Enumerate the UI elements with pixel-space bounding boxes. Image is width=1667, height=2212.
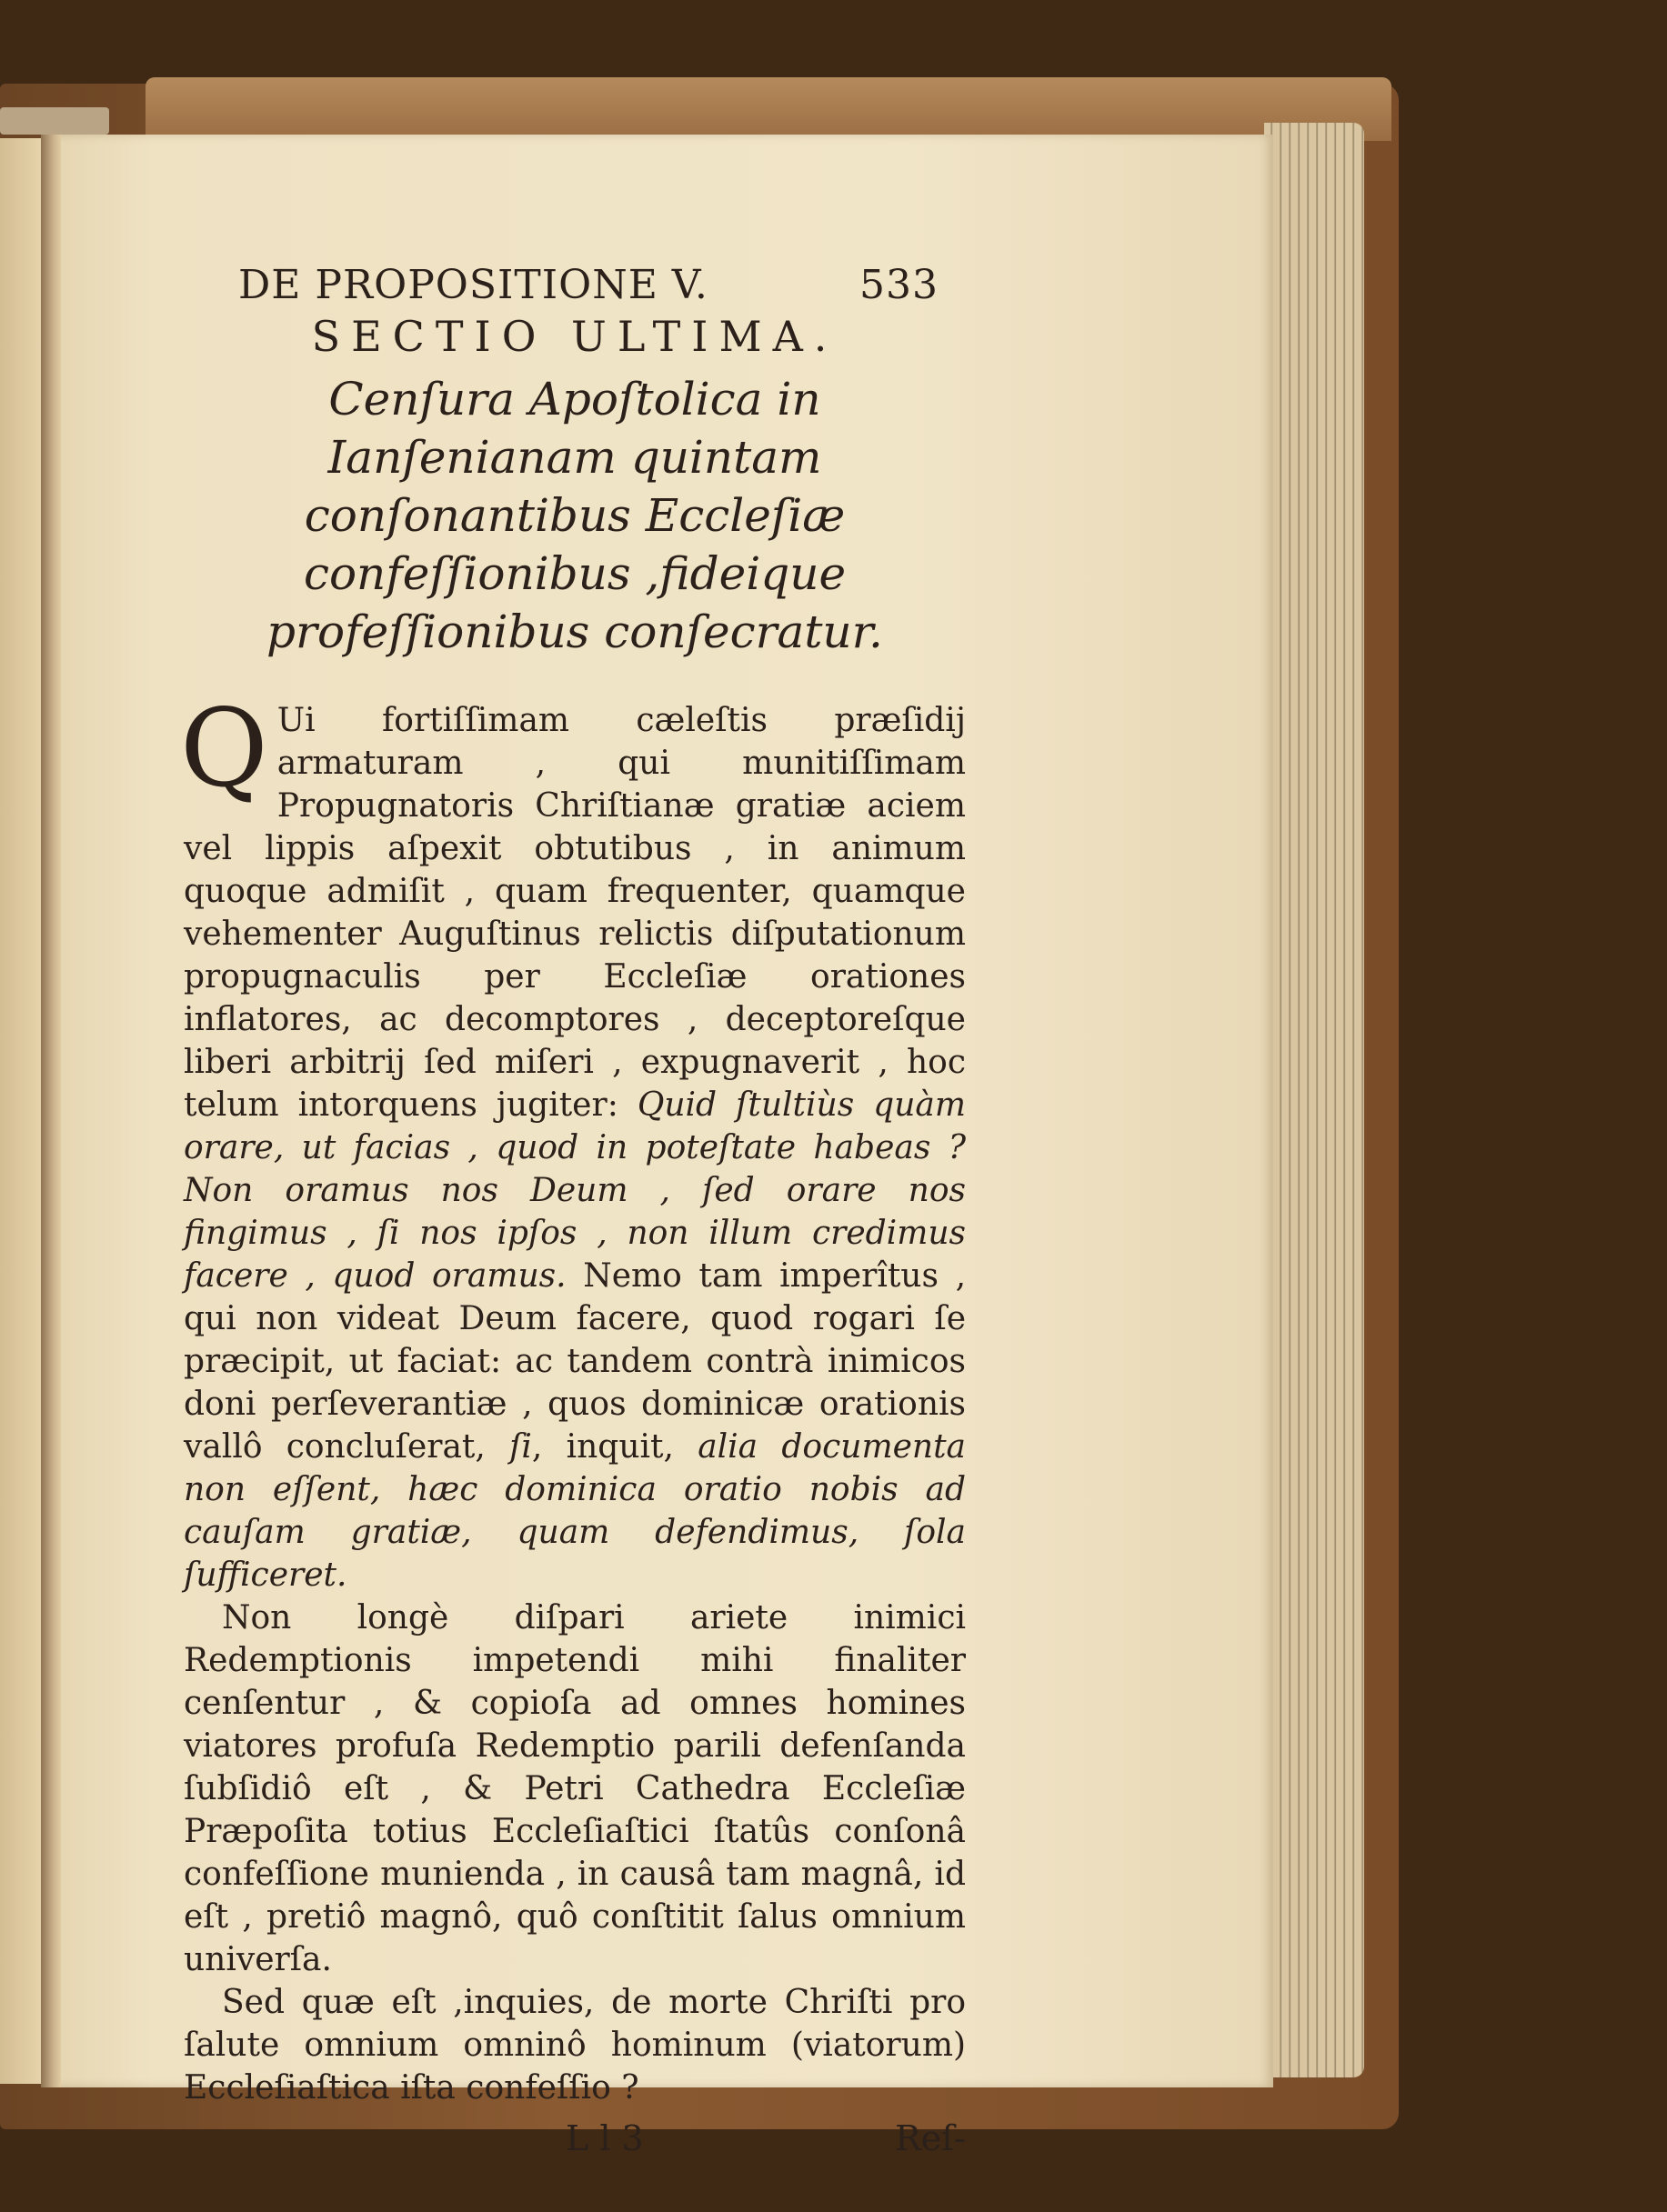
left-facing-page [0,138,41,2084]
augustine-quote-1: Quid ſtultiùs quàm orare, ut facias , quod in poteſtate habeas ? Non oramus nos Deum , ſed orare nos fingimus , ſi nos ipſos , non illum credimus facere , quod oramus. [184,1086,966,1295]
running-head [238,262,939,308]
page-number: 533 [859,262,939,308]
section-subtitle: Cenſura Apoſtolica in Ianſenianam quintam conſonantibus Eccleſiæ confeſſionibus ,fideique profeſſionibus conſecratur. [266,373,883,658]
augustine-quote-3: alia documenta non eſſent, hæc dominica oratio nobis ad cauſam gratiæ, quam defendimus, ſola ſufficeret. [184,1428,966,1594]
paragraph-2: Non longè diſpari ariete inimici Redemptionis impetendi mihi finaliter cenſentur , & copioſa ad omnes homines viatores profuſa Redemptio parili defenſanda ſubſidiô eſt , & Petri Cathedra Eccleſiæ Præpoſita totius Eccleſiaſtici ſtatûs conſonâ confeſſione munienda , in causâ tam magnâ, id eſt , pretiô magnô, quô conſtitit ſalus omnium univerſa. [184,1599,966,1978]
page-gutter [41,135,61,2087]
running-head-title: DE PROPOSITIONE V. [238,262,708,308]
spine-label [0,107,109,135]
page-text [180,262,967,2158]
signature-mark: L l 3 [566,2118,644,2158]
augustine-quote-2: ſi [509,1428,532,1466]
book-cover-top-edge [146,77,1391,141]
paragraph-1-text-2: Nemo tam imperîtus , qui non videat Deum facere, quod rogari ſe præcipit, ut faciat: ac tandem contrà inimicos doni perſeverantiæ , quos dominicæ orationis vallô concluſerat, [184,1257,967,1466]
catchword: Reſ- [894,2118,966,2158]
book-page [56,135,1273,2158]
paragraph-1-text-3: , inquit, [531,1428,698,1466]
paragraph-3: Sed quæ eſt ,inquies, de morte Chriſti pro ſalute omnium omninô hominum (viatorum) Eccleſiaſtica iſta confeſſio ? [184,1984,966,2107]
section-title: SECTIO ULTIMA. [311,312,839,361]
paragraph-1-text: Ui fortiſſimam cæleſtis præſidij armaturam , qui munitiſſimam Propugnatoris Chriſtianæ gratiæ aciem vel lippis aſpexit obtutibus , in animum quoque admiſit , quam frequenter, quamque vehementer Auguſtinus relictis diſputationum propugnaculis per Eccleſiæ orationes inflatores, ac decomptores , deceptoreſque liberi arbitrij ſed miſeri , expugnaverit , hoc telum intorquens jugiter: [184,702,966,1124]
page-footer [184,2118,966,2158]
paragraph-1 [180,686,967,1596]
page-edges [1264,123,1364,2077]
drop-cap: Q [180,686,268,811]
